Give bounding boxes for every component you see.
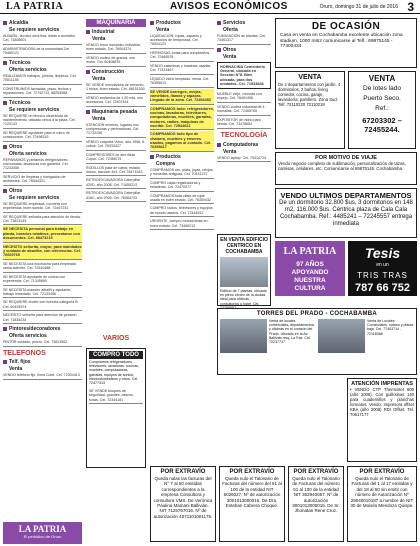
tesis-phone: 787 66 752 [354, 282, 411, 294]
classified-ad: SE REQUIERE un técnico electricista de mantenimiento, ubicado cerca a la plaza. Cel. 7120143 [3, 113, 82, 129]
classified-ad: COMPRO radios, televisores y equipos de sonido usados. Cel. 72444512 [150, 205, 214, 217]
atencion-title: ATENCIÓN IMPRENTAS [351, 381, 413, 387]
la-patria-line2: APOYANDO [291, 269, 329, 276]
varios-band-wrapper [86, 332, 146, 345]
classified-ad: COMPRAMOS oro, plata, joyas, relojes y monedas antiguas. Cel. 70431237 [150, 167, 214, 179]
newspaper-brand: LA PATRIA [6, 1, 64, 12]
highlighted-ad: COMPRAMOS todo tipo de chatarra, muebles y enseres usados, pagamos al contado. Cel. 76355417 [150, 131, 214, 151]
venta-lotes-title: VENTA [368, 74, 396, 83]
classified-ad: MUEBLE viejo, cómoda con espejo. Cel. 76401456 [217, 91, 271, 103]
category-heading: Productos [150, 154, 214, 160]
extravio-text: Queda nulo el Talonario de Facturas del número del 51 al 100 de la entidad NIT 5026027, Nº de autorización 3001013000016. De Dra. Esteban Cabrera Choque. [222, 476, 282, 509]
category-heading: Otros [217, 47, 271, 53]
atencion-imprentas-ad [347, 378, 417, 462]
page-date: Oruro, domingo 31 de julio de 2016 [319, 3, 398, 10]
la-patria-line3: NUESTRA [294, 277, 326, 284]
classified-ad: HERMOSAS tortas para cumpleaños. Cel. 72465578 [150, 50, 214, 62]
la-patria-promo [275, 241, 345, 296]
classified-ad: VENDO calaminas y maderas usadas. Cel. 77413467 [150, 63, 214, 75]
venta-lotes-ad [348, 71, 416, 149]
tesis-promo [348, 241, 417, 296]
torres-text-2: Venta de Locales Comerciales, sótano y planta baja. Cel. 77403714 - 72118388 [367, 319, 414, 336]
extravio-ad [219, 466, 285, 542]
venta-title: VENTA [298, 74, 322, 81]
category-heading: Servicios [217, 20, 271, 26]
classified-ad: URGENTE, compro motocicletas en buen estado. Cel. 73466213 [150, 218, 214, 230]
subcategory-heading: Venta [223, 148, 237, 155]
column-4 [217, 18, 271, 230]
extravio-title: POR EXTRAVÍO [229, 469, 275, 475]
de-ocasion-text: Casa en venta en Cochabamba excelente ubicación zona stadium, 1000 mts2 comunicarse al Telf.: 69875145 - 77400434 [280, 33, 403, 50]
boxed-ad: HORNACINA Cementerio General, ubicada en Sección N°8. Bien ubicada, para dos unidades. Cel. 71533846 [217, 62, 271, 89]
bullet-square-icon [150, 21, 154, 25]
column-2 [86, 18, 146, 346]
bullet-square-icon [86, 110, 90, 114]
classified-ad: VENDO cocina industrial de 4 hornallas. Cel. 72465765 [217, 104, 271, 116]
venta-text: De 2 departamentos con jardín, 4 dormitorios, 2 baños, living comedor, cocina, garaje, lavandería, parrillero. Zona Sud. Telf. 72110220 72110218 [278, 82, 341, 107]
edificio-title: EN VENTA EDIFICIO CENTRICO EN COCHABAMBA [220, 237, 268, 255]
la-patria-line1: 97 AÑOS [296, 261, 324, 268]
bullet-square-icon [217, 21, 221, 25]
classified-ad: SE NECESITA una muchacha para empleada cama adentro. Cel. 72510488 [3, 261, 82, 273]
tesis-subtitle: en un [376, 262, 389, 268]
bullet-square-icon [150, 155, 154, 159]
extravio-ad [288, 466, 344, 542]
bullet-square-icon [3, 360, 7, 364]
bullet-square-icon [3, 189, 7, 193]
section-band-telefonos: TELEFONOS [3, 349, 46, 357]
category-heading: Técnicos [3, 60, 82, 66]
classified-ad: SE NECESITA maestro albañil y ayudante, trabajo inmediato. Cel. 72133456 [3, 287, 82, 299]
compro-todo-title: COMPRO TODO [89, 351, 143, 359]
classified-ad: RETROEXCAVADORA Caterpillar 420D, año 2008. Cel. 71855213 [86, 177, 146, 189]
subcategory-heading: Oferta servicios [9, 66, 47, 73]
bullet-square-icon [3, 145, 7, 149]
extravio-text: Queda nulo el Talonario de Facturas del número 51 al 100 de la entidad NIT 302940057. Nº de autorización 3001013000016. De Sr. Jhonatan Rene Cruz. [292, 476, 340, 514]
classified-ad: SERVICIO de limpieza y fumigación de ambientes. Cel. 76544321 [3, 174, 82, 186]
atencion-text: • VENDO CTP Thermoset 800 (año 2006). Con guillotinas 140 para cuadernillos y planchas formatos. Vendo. Impresora offset KBA (año 2008) RDI Offset. Tel. 70617177 [350, 387, 414, 417]
classified-ad: LIQUIDACIÓN, ropas, zapatos y accesorios de temporada. Cel. 76004123 [150, 33, 214, 49]
classified-ad: NECESITO señorita para atención de pensión. Cel. 71834234 [3, 312, 82, 324]
category-heading: Alcaldía [3, 20, 82, 26]
motivo-viaje-ad [275, 152, 417, 185]
venta-lotes-line1: De lotes lado [363, 85, 401, 92]
tesis-title: Tesis [364, 245, 401, 261]
classified-ad: COMPRO cajas registradoras y heladeras. Cel. 72470077 [150, 180, 214, 192]
classified-ad: VENDO andamios de 1,50 mts, con accesorios. Cel. 72407444 [86, 95, 146, 107]
vendo-title: VENDO ULTIMOS DEPARTAMENTOS [280, 191, 412, 200]
category-heading: Otros [3, 188, 82, 194]
section-band-tecnologia: TECNOLOGÍA [220, 131, 268, 139]
column-5 [275, 18, 417, 296]
classified-ad: SE REQUIERE empleada, cocinera con experiencia, buen sueldo. Cel. 72467231 [3, 201, 82, 213]
venta-lotes-line2: Puerto Seco. [363, 95, 401, 102]
subcategory-heading: Oferta servicios [9, 150, 47, 157]
category-heading: Construcción [86, 69, 146, 75]
subcategory-heading: Oferta servicios [9, 333, 47, 340]
vendo-departamentos-ad [275, 188, 417, 238]
classified-ad: VENDO torno mecánico industrial, buen estado. Cel. 76004374 [86, 42, 146, 54]
extravio-text: Queda nulas las facturas del N° 7 al 50 emitidas correspondientes a la empresa Consultora y consultora VMS. De Verónica Paulina Mamani Ballivián. NIT 7125767016. Nº de autorización 4071101001175. [153, 476, 213, 519]
classified-ad: SE REQUIERE señorita para atención de tienda. Cel. 73823145 [3, 214, 82, 226]
category-heading: Otros [3, 144, 82, 150]
de-ocasion-title: DE OCASIÓN [311, 21, 381, 32]
bullet-square-icon [3, 61, 7, 65]
classified-ad: ATENCIÓN mineros, lugares con compresoras y perforadoras. Cel. 71733156 [86, 122, 146, 138]
venta-lotes-ref: Ref.: [375, 105, 389, 112]
torres-body [220, 319, 414, 353]
classified-ad: RODILLOS pata de cabra, estado nuevo, tracción 4x4. Cel. 76471543 [86, 165, 146, 177]
category-heading: Industrial [86, 29, 146, 35]
extravio-text: Queda nulo el Talonario de Facturas del 1 al 17 emitidas y del 18 al 50 sin emitir con número de Autorización Nº 29040010187 a nombre de NIT 30 de Moisés Mendoza Quispe. [350, 476, 414, 509]
bullet-square-icon [3, 327, 7, 331]
motivo-title: POR MOTIVO DE VIAJE [315, 155, 377, 161]
bullet-square-icon [3, 21, 7, 25]
subcategory-heading: Se requiere servicios [9, 106, 60, 113]
extravio-ad [150, 466, 216, 542]
vendo-text: De un dormitorio 32.800 $us, 3 dormitorios en 148 m2, 116.000 $us. Céntrica plaza de Cala Cala Cochabamba. Ref.: 4485241 – 72245557 entrega inmediata [279, 200, 413, 227]
edificio-sale-ad [217, 234, 271, 310]
footer-brand: LA PATRIA [18, 524, 67, 534]
subcategory-heading: Venta [92, 36, 106, 42]
bullet-square-icon [217, 143, 221, 147]
torres-text-1: Venta de locales comerciales, departamentos y oficinas en el corazón del Prado. Ubicado en la Av. Ballivián esq. La Paz. Cel. 72237737 [269, 319, 315, 345]
column-3 [150, 18, 214, 542]
classified-ad: CONSTRUIMOS fachadas, pisos, techos y reparaciones. Cel. 72742713, 68253068 [3, 86, 82, 98]
tesis-words: TRIS TRAS [357, 271, 408, 280]
extravio-title: POR EXTRAVÍO [160, 469, 206, 475]
category-heading: Maquinaria pesada [86, 109, 146, 115]
classified-ad: COMPRESORES de aire Atlas Copco. Cel. 72466721 [86, 152, 146, 164]
highlighted-ad: SE NECESITA personal para trabajo en planta, horarios rotativos, presentarse con documentos. Cel. 68473215 [3, 226, 82, 242]
classified-ad: VENDO molino de granos, con motor. Cel. 60408876 [86, 55, 146, 67]
subcategory-heading: Venta [156, 27, 170, 33]
subcategory-heading: Oferta [223, 27, 238, 33]
category-heading: Computadoras [217, 142, 271, 148]
classified-ad: REPARAMOS y pintamos refrigeradores, microondas, lavadoras con garantía. Cel. 71233456 [3, 157, 82, 173]
la-patria-line4: CULTURA [294, 285, 326, 292]
subcategory-heading: Venta [92, 115, 106, 122]
category-heading: Pintores/decoradores [3, 326, 82, 332]
classified-ad: SE VENDE bloques de seguridad, guantes, cascos, botas. Cel. 72344181 [89, 388, 143, 404]
classified-ad: REALIZAMOS trabajos, pintura, limpieza, Cel. 70811135 [3, 73, 82, 85]
subcategory-heading: Se requiere servicios [9, 194, 60, 201]
extravio-ad [347, 466, 417, 542]
building-photo [318, 319, 365, 353]
edificio-text: Edificio de 7 plantas, ubicado en pleno centro de la ciudad, ideal para oficinas, consultorios u hotel. Cel. 72255557 [220, 289, 267, 310]
bullet-square-icon [86, 70, 90, 74]
classified-ad: SE REQUIERE ayudante para el rubro de construcción. Cel. 72498315 [3, 130, 82, 142]
section-band-varios: VARIOS [102, 335, 130, 342]
page-header [0, 0, 420, 14]
highlighted-ad: COMPRAMOS todo: refrigeradores, cocinas, lavadoras, televisores, computadoras, muebles, garrafas, motores, radios, máquinas de escribir. Cel. 72544621 [150, 106, 214, 131]
section-band-maquinaria: MAQUINARIA [86, 19, 146, 27]
bullet-square-icon [217, 48, 221, 52]
motivo-text: Vendo negocio completo de sublimación, personalización de tazas, camisas, celulares, etc. Comunicarse al 69875145. Cochabamba. [278, 161, 406, 171]
compro-todo-ad [86, 348, 146, 468]
subcategory-heading: Venta [223, 53, 237, 60]
venta-row [275, 71, 417, 149]
promo-row [275, 241, 417, 296]
torres-title: TORRES DEL PRADO - COCHABAMBA [256, 311, 378, 317]
category-heading: Técnicos [3, 100, 82, 106]
subcategory-heading: Compra [156, 160, 175, 167]
torres-del-prado-ad [217, 308, 417, 375]
venta-lotes-phone: 67203302 – 72455244. [362, 116, 402, 134]
bullet-square-icon [3, 101, 7, 105]
la-patria-logo: LA PATRIA [283, 246, 337, 257]
classified-ad: FUMIGACIÓN de plantas. Cel. 73461317 [217, 33, 271, 45]
subcategory-heading: Venta [92, 75, 106, 82]
classified-ad: PINTOR cuidado, pulcro. Cel. 73814562 [3, 339, 82, 347]
classified-ad: VENDO teléfono fijo, línea Cotel. Cel. 72304413 [3, 372, 82, 380]
de-ocasion-ad [275, 18, 417, 68]
category-heading: Productos [150, 20, 214, 26]
bullet-square-icon [86, 30, 90, 34]
category-heading: Telf. fijos [3, 359, 82, 365]
column-1 [3, 18, 82, 542]
page-number: 3 [407, 0, 414, 14]
highlighted-ad: NECESITO señorita, mayor, para mandados y cuidado de abuelita, con referencias. Cel. 76669765 [3, 244, 82, 260]
subcategory-heading: Se requiere servicios [9, 27, 60, 33]
classified-ad: COMPRAMOS toda clase de ropa usada en buen estado. Cel. 76300432 [150, 193, 214, 205]
classified-ad: VENDO laptop. Cel. 79414723 [217, 155, 271, 163]
extravio-title: POR EXTRAVÍO [293, 469, 339, 475]
classified-ad: ALBAÑIL, técnico obra fina, letras a domicilio. Cel. 73808601 [3, 33, 82, 45]
classified-ad: SE VENDE mezcladora de cemento, 1 bolsa, buen estado. Cel. 68151530 [86, 82, 146, 94]
classified-ad: EXPOSITOR de vidrio para tienda. Cel. 73478654 [217, 117, 271, 129]
section-title: AVISOS ECONÓMICOS [170, 1, 288, 12]
classified-ad: VENDO volqueta Volvo, año 1998, 6 cubos. Cel. 76333427 [86, 139, 146, 151]
classified-ad: LÍQUIDO vidrio templado, mesa. Cel. 76455513 [150, 76, 214, 88]
building-photo [220, 257, 268, 287]
footer-tagline: El periódico de Oruro [23, 534, 62, 539]
subcategory-heading: Venta [9, 365, 23, 372]
classified-ad: ADMINISTRADORA de la comunidad Cel. 75460121 [3, 46, 82, 58]
extravio-title: POR EXTRAVÍO [359, 469, 405, 475]
building-photo [220, 319, 267, 353]
compro-todo-text: Compramos refrigeradores, televisores, lavadoras, cocinas, muebles, computadoras, garrafas, equipos de sonido, electrodomésticos y otros. Cel. 72477313 [89, 360, 139, 386]
venta-departamentos-ad [275, 71, 345, 149]
footer-brand-banner [3, 522, 82, 544]
classified-ad: RETROEXCAVADORA Caterpillar 416C, año 2005. Cel. 76064733 [86, 190, 146, 202]
classified-ad: SE NECESITA ayudante de cocina con experiencia. Cel. 71345890 [3, 274, 82, 286]
highlighted-ad: SE VENDE borregos, ovejas, camélidos, llamas y alpacas. Llegado de la zona. Cel. 72454452 [150, 89, 214, 105]
classified-ad: SE REQUIERE chofer con licencia categoría B. Cel. 60425974 [3, 299, 82, 311]
